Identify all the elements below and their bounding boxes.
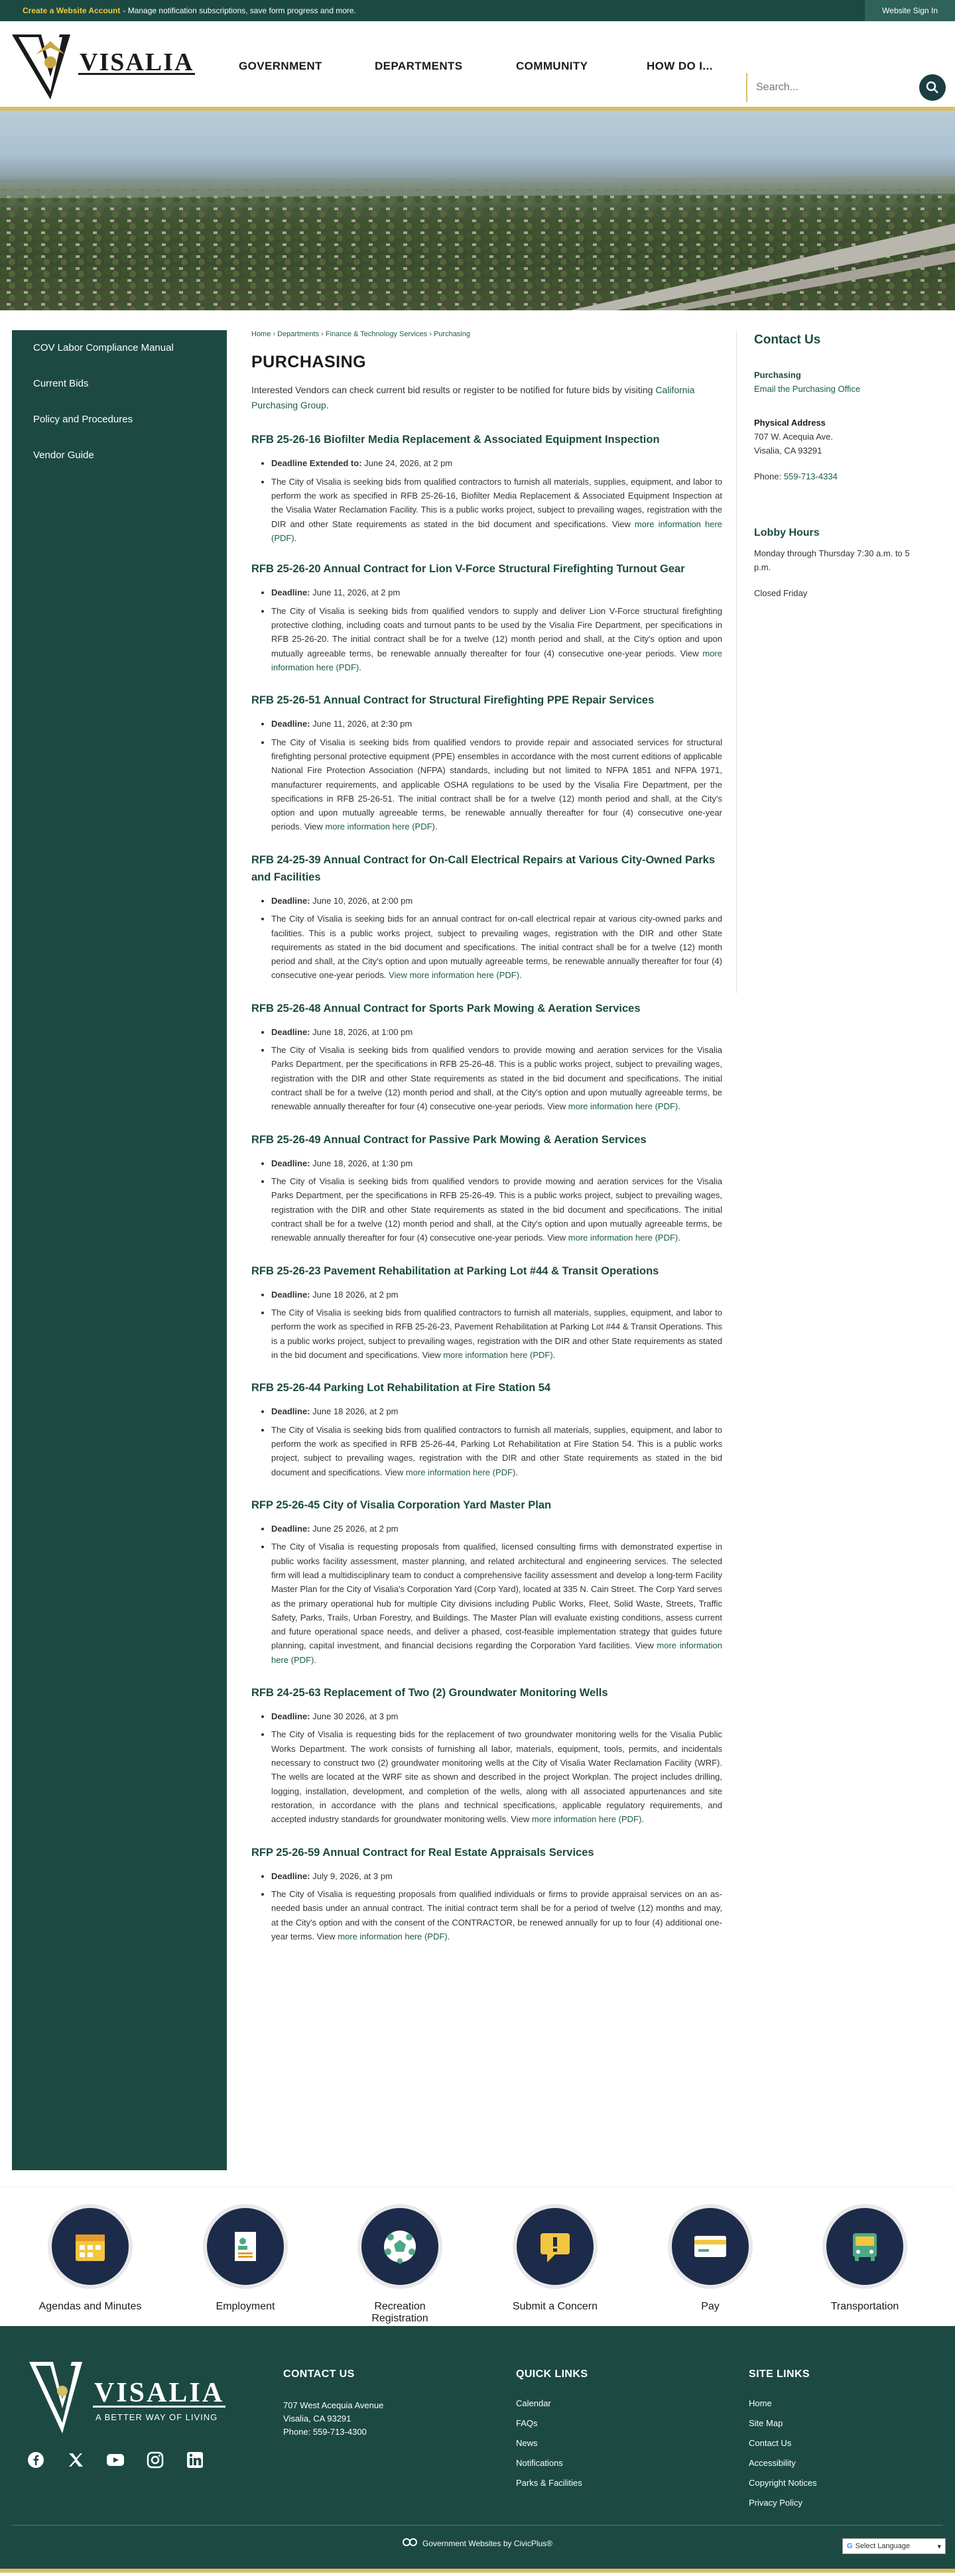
create-account-link[interactable]: Create a Website Account [23, 6, 121, 15]
bid-description: • The City of Visalia is seeking bids from qualified vendors to provide mowing and aeration services for the Visalia Parks Department, per the specifications in RFB 25-26-49. This is a public works project, subject to prevailing wages, registration with the DIR and other State requirements as stated in the bid document and specifications. The initial contract shall be for a twelve (12) month period and shall, at the City's option and upon mutually agreeable terms, be renewable annually thereafter for four (4) consecutive one-year periods. View more information here (PDF). [271, 1174, 722, 1245]
site-header [0, 21, 955, 111]
bid-deadline: • Deadline: June 11, 2026, at 2 pm [271, 585, 722, 599]
hero-image [0, 111, 955, 310]
instagram-icon[interactable] [146, 2451, 164, 2469]
bid-title: RFB 25-26-20 Annual Contract for Lion V-Force Structural Firefighting Turnout Gear [251, 563, 685, 576]
bid-item [251, 851, 722, 983]
search-icon [926, 81, 939, 94]
bid-title: RFB 25-26-23 Pavement Rehabilitation at Parking Lot #44 & Transit Operations [251, 1264, 659, 1277]
bid-item [251, 1000, 722, 1114]
footer-quick-links [516, 2362, 588, 2493]
sidebar-item-policy[interactable]: Policy and Procedures [33, 414, 133, 425]
bid-details [251, 1025, 722, 1114]
purchasing-group-link[interactable]: California Purchasing Group [251, 385, 695, 410]
quick-links-bar [0, 2187, 955, 2326]
account-bar-text: - Manage notification subscriptions, save form progress and more. [123, 6, 356, 15]
footer-contact [283, 2362, 383, 2439]
powered-by: Government Websites by CivicPlus® [0, 2538, 955, 2548]
bid-item [251, 692, 722, 834]
bid-title: RFB 25-26-51 Annual Contract for Structural Firefighting PPE Repair Services [251, 694, 655, 707]
sidebar-nav [12, 330, 227, 2170]
bid-more-info-link[interactable]: more information here (PDF) [568, 1101, 678, 1112]
quicklink-label: Pay [701, 2301, 720, 2312]
bid-details [251, 1404, 722, 1479]
bid-deadline: • Deadline: June 18, 2026, at 1:30 pm [271, 1156, 722, 1170]
bid-deadline: • Deadline: June 18 2026, at 2 pm [271, 1404, 722, 1418]
footer-site-heading: SITE LINKS [749, 2368, 810, 2380]
bid-item [251, 560, 722, 674]
contact-dept: Purchasing [754, 369, 801, 380]
bid-title: RFP 25-26-59 Annual Contract for Real Estate Appraisals Services [251, 1846, 594, 1859]
footer-tagline: A BETTER WAY OF LIVING [96, 2412, 218, 2422]
lobby-hours-heading: Lobby Hours [754, 527, 820, 539]
civicplus-link[interactable]: CivicPlus® [513, 2539, 553, 2548]
phone-link[interactable]: 559-713-4334 [783, 471, 838, 481]
document-icon [227, 2228, 264, 2265]
bid-more-info-link[interactable]: more information here (PDF) [271, 1640, 723, 1665]
nav-departments[interactable]: DEPARTMENTS [375, 59, 463, 72]
bid-more-info-link[interactable]: more information here (PDF) [271, 648, 722, 672]
bid-more-info-link[interactable]: more information here (PDF) [568, 1233, 678, 1243]
nav-how-do-i[interactable]: HOW DO I... [647, 59, 713, 72]
visalia-logo[interactable] [9, 28, 198, 104]
chevron-down-icon: ▾ [937, 2542, 941, 2551]
site-footer [0, 2326, 955, 2573]
footer-link-privacy[interactable]: Privacy Policy [749, 2497, 802, 2508]
sign-in-button[interactable]: Website Sign In [865, 0, 955, 21]
email-purchasing-link[interactable]: Email the Purchasing Office [754, 383, 861, 394]
bid-deadline: • Deadline: June 25 2026, at 2 pm [271, 1522, 722, 1536]
language-select-label: Select Language [855, 2542, 911, 2550]
bid-more-info-link[interactable]: more information here (PDF) [271, 519, 722, 543]
footer-logo[interactable] [27, 2359, 232, 2439]
linkedin-icon[interactable] [186, 2451, 204, 2469]
breadcrumb: Home › Departments › Finance & Technology Services › Purchasing [251, 330, 470, 338]
calendar-icon [72, 2228, 109, 2265]
bid-item [251, 1262, 722, 1363]
main-content [251, 330, 722, 1947]
bid-item [251, 1684, 722, 1827]
soccer-ball-icon [380, 2227, 420, 2266]
footer-link-home[interactable]: Home [749, 2398, 772, 2408]
phone-line: Phone: 559-713-4334 [754, 471, 838, 481]
x-twitter-icon[interactable] [66, 2451, 85, 2469]
bid-deadline: • Deadline: June 10, 2026, at 2:00 pm [271, 894, 722, 908]
contact-heading: Contact Us [754, 333, 821, 347]
bid-details [251, 1709, 722, 1827]
closed-text: Closed Friday [754, 588, 808, 599]
bid-description: • The City of Visalia is seeking bids from qualified vendors to provide mowing and aeration services for the Visalia Parks Department, per the specifications in RFB 25-26-48. This is a public works project, subject to prevailing wages, registration with the DIR and other State requirements as stated in the bid document and specifications. The initial contract shall be for a twelve (12) month period and shall, at the City's option and upon mutually agreeable terms, be renewable annually thereafter for four (4) consecutive one-year periods. View more information here (PDF). [271, 1043, 722, 1114]
footer-link-accessibility[interactable]: Accessibility [749, 2457, 796, 2468]
bid-title: RFB 24-25-63 Replacement of Two (2) Groundwater Monitoring Wells [251, 1687, 608, 1699]
address-line-2: Visalia, CA 93291 [754, 445, 822, 456]
contact-panel [736, 330, 943, 993]
bid-item [251, 1379, 722, 1479]
breadcrumb-departments[interactable]: Departments [277, 330, 320, 338]
footer-link-notifications[interactable]: Notifications [516, 2457, 563, 2468]
bid-description: • The City of Visalia is seeking bids from qualified contractors to furnish all materials, supplies, equipment, and labor to perform the work as specified in RFB 25-26-23, Pavement Rehabilitation at Parking Lot #44 & Transit Operations. This is a public works project, subject to prevailing wages, registration with the DIR and other State requirements as stated in the bid document and specifications. View more information here (PDF). [271, 1306, 722, 1362]
bid-description: • The City of Visalia is seeking bids for an annual contract for on-call electrical repair at various city-owned parks and facilities. This is a public works project, subject to prevailing wages, registration with the DIR and other State requirements as stated in the bid document and specifications. The initial contract shall be for a twelve (12) month period and shall, at the City's option and upon mutually agreeable terms, be renewable annually thereafter for four (4) consecutive one-year periods. View more information here (PDF). [271, 912, 722, 983]
footer-address-1: 707 West Acequia Avenue [283, 2400, 384, 2410]
footer-quick-heading: QUICK LINKS [516, 2368, 588, 2380]
sidebar-item-vendor-guide[interactable]: Vendor Guide [33, 450, 94, 461]
civicplus-icon [403, 2538, 417, 2548]
bid-title: RFB 25-26-48 Annual Contract for Sports Park Mowing & Aeration Services [251, 1002, 641, 1014]
bid-details [251, 1156, 722, 1245]
quicklink-employment[interactable] [192, 2204, 298, 2313]
bid-item [251, 1131, 722, 1245]
bid-deadline: • Deadline: June 30 2026, at 3 pm [271, 1709, 722, 1723]
lobby-hours-text: Monday through Thursday 7:30 a.m. to 5 p.m. [754, 548, 910, 572]
quicklink-pay[interactable] [657, 2204, 763, 2313]
breadcrumb-home[interactable]: Home [251, 330, 271, 338]
bid-description: • The City of Visalia is requesting bids for the replacement of two groundwater monitoring wells for the Visalia Public Works Department. The work consists of furnishing all labor, materials, equipment, tools, permits, and incidentals necessary to construct two (2) groundwater monitoring wells at the City of Visalia Water Reclamation Facility (WRF). The wells are located at the WRF site as shown and described in the project Workplan. The project includes drilling, logging, installation, development, and completion of the wells, along with all associated appurtenances and site restoration, in accordance with the plans and technical specifications, applicable regulatory requirements, and accepted industry standards for groundwater monitoring wells. View more information here (PDF). [271, 1727, 722, 1826]
bid-list [251, 431, 722, 1943]
footer-link-contact[interactable]: Contact Us [749, 2437, 792, 2448]
credit-card-icon [690, 2227, 730, 2266]
footer-phone: Phone: 559-713-4300 [283, 2427, 367, 2437]
address-label: Physical Address [754, 417, 826, 428]
quicklink-label: Employment [216, 2301, 275, 2312]
account-bar [0, 0, 955, 21]
search-input[interactable] [756, 82, 909, 93]
bid-description: • The City of Visalia is seeking bids from qualified contractors to furnish all materials, supplies, equipment, and labor to perform the work as specified in RFB 25-26-16, Biofilter Media Replacement & Associated Equipment Inspection at the Visalia Water Reclamation Facility. This is a public works project, subject to prevailing wages, registration with the DIR and other State requirements as stated in the bid document and specifications. View more information here (PDF). [271, 475, 722, 546]
main-area [0, 310, 955, 2187]
nav-community[interactable]: COMMUNITY [516, 59, 588, 72]
page-title: PURCHASING [251, 353, 367, 371]
quicklink-submit-concern[interactable] [502, 2204, 608, 2313]
sidebar-item-labor-compliance[interactable]: COV Labor Compliance Manual [33, 342, 174, 353]
bid-description: • The City of Visalia is requesting proposals from qualified individuals or firms to provide appraisal services on an as-needed basis under an annual contract. The initial contract term shall be for a period of twelve (12) months and may, at the City's option and with the consent of the CONTRACTOR, be renewed annually for up to four (4) additional one-year terms. View more information here (PDF). [271, 1887, 722, 1943]
social-links [27, 2451, 204, 2469]
bid-item [251, 431, 722, 545]
footer-link-parks[interactable]: Parks & Facilities [516, 2477, 582, 2488]
bid-details [251, 456, 722, 545]
bid-more-info-link[interactable]: View more information here (PDF) [389, 970, 520, 981]
bid-details [251, 1869, 722, 1944]
footer-link-sitemap[interactable]: Site Map [749, 2418, 783, 2428]
bid-more-info-link[interactable]: more information here (PDF) [338, 1931, 448, 1941]
language-select[interactable] [842, 2538, 946, 2554]
footer-link-faqs[interactable]: FAQs [516, 2418, 538, 2428]
sidebar-item-current-bids[interactable]: Current Bids [33, 378, 89, 389]
footer-link-calendar[interactable]: Calendar [516, 2398, 551, 2408]
bid-details [251, 1288, 722, 1363]
bid-item [251, 1844, 722, 1944]
address-line-1: 707 W. Acequia Ave. [754, 431, 834, 442]
logo-wordmark: VISALIA [80, 48, 194, 76]
intro-text: Interested Vendors can check current bid results or register to be notified for future bids by visiting California Purchasing Group. [251, 385, 695, 410]
bid-title: RFP 25-26-45 City of Visalia Corporation Yard Master Plan [251, 1499, 552, 1511]
bid-deadline: • Deadline: June 18, 2026, at 1:00 pm [271, 1025, 722, 1039]
bid-more-info-link[interactable]: more information here (PDF) [443, 1349, 553, 1360]
city-aerial-image [0, 111, 955, 310]
footer-link-news[interactable]: News [516, 2437, 538, 2448]
footer-gold-strip [0, 2569, 955, 2573]
bid-deadline: • Deadline: June 18 2026, at 2 pm [271, 1288, 722, 1302]
footer-site-links [749, 2362, 817, 2513]
breadcrumb-finance[interactable]: Finance & Technology Services [325, 330, 428, 338]
footer-address-2: Visalia, CA 93291 [283, 2413, 351, 2423]
search-divider [746, 73, 747, 102]
bid-item [251, 1497, 722, 1667]
quicklink-transportation[interactable] [812, 2204, 918, 2313]
bid-title: RFB 25-26-49 Annual Contract for Passive Park Mowing & Aeration Services [251, 1133, 647, 1146]
bid-more-info-link[interactable]: more information here (PDF) [531, 1814, 642, 1825]
bid-description: • The City of Visalia is seeking bids from qualified vendors to provide repair and associated services for structural firefighting personal protective equipment (PPE) ensembles in accordance with the most current editions of applicable National Fire Protection Association (NFPA) standards, including but not limited to NFPA 1851 and NFPA 1971, manufacturer requirements, and applicable OSHA regulations to be used by the Visalia Fire Department, per the specifications in RFB 25-26-51. The initial contract shall be for a twelve (12) month period and shall, at the City's option and upon mutually agreeable terms, be renewable annually thereafter for four (4) consecutive one-year periods. View more information here (PDF). [271, 735, 722, 834]
breadcrumb-purchasing[interactable]: Purchasing [433, 330, 470, 338]
bid-deadline: • Deadline: July 9, 2026, at 3 pm [271, 1869, 722, 1883]
bid-title: RFB 24-25-39 Annual Contract for On-Call Electrical Repairs at Various City-Owned Parks and Facilities [251, 853, 716, 883]
bid-details [251, 894, 722, 983]
youtube-icon[interactable] [106, 2451, 125, 2469]
bid-description: • The City of Visalia is seeking bids from qualified vendors to supply and deliver Lion V-Force structural firefighting protective clothing, including coats and turnout pants to be used by the Visalia Fire Department, per specifications in RFB 25-26-20. The initial contract shall be for a twelve (12) month period and shall, at the City's option and upon mutually agreeable terms, be renewable annually thereafter for four (4) consecutive one-year periods. View more information here (PDF). [271, 604, 722, 675]
google-icon: G [847, 2542, 853, 2550]
bid-details [251, 585, 722, 674]
speech-bubble-icon [537, 2228, 574, 2265]
search-button[interactable] [919, 74, 946, 101]
nav-government[interactable]: GOVERNMENT [239, 59, 322, 72]
bid-title: RFB 25-26-44 Parking Lot Rehabilitation at Fire Station 54 [251, 1382, 551, 1394]
bid-more-info-link[interactable]: more information here (PDF) [325, 822, 435, 832]
bid-details [251, 1522, 722, 1667]
quicklink-label: Recreation Registration [371, 2301, 428, 2324]
bid-details [251, 717, 722, 834]
footer-divider [12, 2525, 943, 2526]
quicklink-label: Agendas and Minutes [38, 2301, 142, 2312]
footer-link-copyright[interactable]: Copyright Notices [749, 2477, 817, 2488]
search-box [746, 73, 945, 102]
bid-description: • The City of Visalia is requesting proposals from qualified, licensed consulting firms with demonstrated expertise in public works facility assessment, master planning, and related architectural and engineering services. The selected firm will lead a multidisciplinary team to conduct a comprehensive facility assessment and develop a long-term Facility Master Plan for the City of Visalia's Corporation Yard (Corp Yard), located at 335 N. Cain Street. The Corp Yard serves as the primary operational hub for multiple City divisions including Public Works, Fleet, Solid Waste, Streets, Traffic Safety, Parks, Trails, Urban Forestry, and Buildings. The Master Plan will evaluate existing conditions, assess current and future operational space needs, and deliver a phased, cost-feasible implementation strategy that guides future planning, capital investment, and financial decisions regarding the Corporation Yard facilities. View more information here (PDF). [271, 1540, 722, 1667]
quicklink-label: Transportation [830, 2301, 899, 2312]
bid-deadline: • Deadline Extended to: June 24, 2026, at 2 pm [271, 456, 722, 470]
quicklink-label: Submit a Concern [512, 2301, 598, 2312]
bid-title: RFB 25-26-16 Biofilter Media Replacement & Associated Equipment Inspection [251, 434, 660, 446]
bid-deadline: • Deadline: June 11, 2026, at 2:30 pm [271, 717, 722, 731]
bid-more-info-link[interactable]: more information here (PDF) [405, 1467, 516, 1477]
quicklink-agendas[interactable] [37, 2204, 143, 2313]
footer-contact-heading: CONTACT US [283, 2368, 355, 2380]
quicklink-recreation[interactable] [347, 2204, 453, 2325]
facebook-icon[interactable] [27, 2451, 45, 2469]
bus-icon [846, 2228, 883, 2265]
bid-description: • The City of Visalia is seeking bids from qualified contractors to furnish all materials, supplies, equipment, and labor to perform the work as specified in RFB 25-26-44, Parking Lot Rehabilitation at Fire Station 54. This is a public works project, subject to prevailing wages, registration with the DIR and other State requirements as stated in the bid document and specifications. View more information here (PDF). [271, 1423, 722, 1479]
footer-wordmark: VISALIA [94, 2378, 225, 2408]
